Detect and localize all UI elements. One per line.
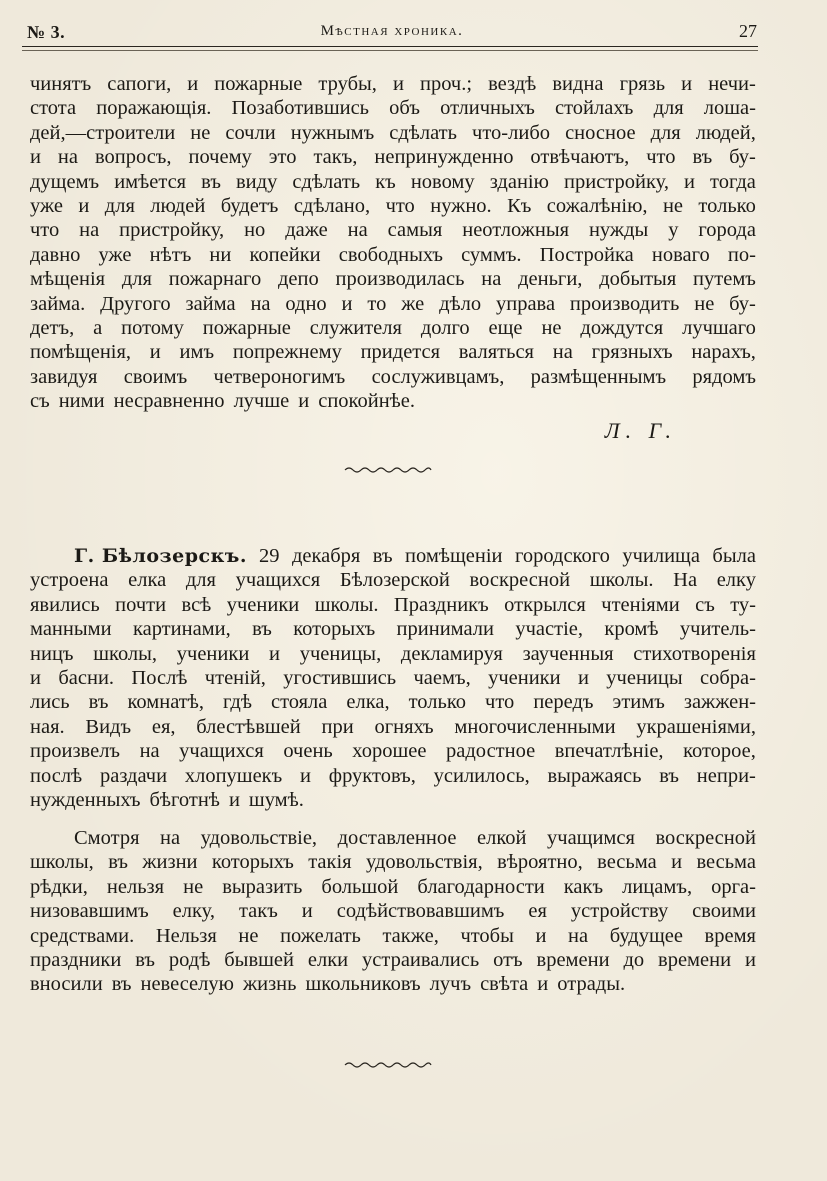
text-line: и басни. Послѣ чтеній, угостившись чаемъ, ученики и ученицы собра- <box>30 667 756 690</box>
text-line: школы, въ жизни которыхъ такія удовольствія, вѣроятно, весьма и весьма <box>30 851 756 874</box>
text-line: и на вопросъ, почему это такъ, непринужденно отвѣчаютъ, что въ бу- <box>30 146 756 169</box>
text-line: уже и для людей будетъ сдѣлано, что нужно. Къ сожалѣнію, не только <box>30 195 756 218</box>
article-body-lines <box>30 568 756 812</box>
text-line: праздники въ родѣ бывшей елки устраивались отъ времени до времени и <box>30 949 756 972</box>
text-line: лись въ комнатѣ, гдѣ стояла елка, только что передъ этимъ зажжен- <box>30 691 756 714</box>
author-signature: Л. Г. <box>604 418 677 443</box>
text-line: займа. Другого займа на одно и то же дѣло управа производить не бу- <box>30 292 756 315</box>
text-line: завидуя своимъ четвероногимъ сослуживцамъ, размѣщеннымъ рядомъ <box>30 365 756 388</box>
header-rule-thin <box>22 50 758 51</box>
text-line: дей,—строители не сочли нужнымъ сдѣлать что-либо сносное для людей, <box>30 121 756 144</box>
article-continuation <box>30 72 756 414</box>
text-line: явились почти всѣ ученики школы. Праздникъ открылся чтеніями съ ту- <box>30 593 756 616</box>
text-line: стота поражающія. Позаботившись объ отличныхъ стойлахъ для лоша- <box>30 97 756 120</box>
text-line: нужденныхъ бѣготнѣ и шумѣ. <box>30 789 304 812</box>
end-divider-ornament <box>343 1060 433 1070</box>
text-line: давно уже нѣтъ ни копейки свободныхъ суммъ. Постройка новаго по- <box>30 243 756 266</box>
text-line: дущемъ имѣется въ виду сдѣлать къ новому зданію пристройку, и тогда <box>30 170 756 193</box>
text-line: вносили въ невеселую жизнь школьниковъ лучъ свѣта и отрады. <box>30 973 626 996</box>
text-line: низовавшимъ елку, такъ и содѣйствовавшимъ ея устройству своими <box>30 900 756 923</box>
text-line: чинятъ сапоги, и пожарные трубы, и проч.; вездѣ видна грязь и нечи- <box>30 73 756 95</box>
running-header <box>27 18 757 48</box>
section-title: Мѣстная хроника. <box>320 23 464 39</box>
text-line: произвелъ на учащихся очень хорошее радостное впечатлѣніе, которое, <box>30 740 756 763</box>
text-line: мѣщенія для пожарнаго депо производилась на деньги, добытыя путемъ <box>30 268 756 291</box>
text-line: послѣ раздачи хлопушекъ и фруктовъ, усилилось, выражаясь въ непри- <box>30 764 756 787</box>
text-line: Смотря на удовольствіе, доставленное елкой учащимся воскресной <box>74 827 756 849</box>
text-line: ницъ школы, ученики и ученицы, декламируя заученныя стихотворенія <box>30 642 756 665</box>
text-line: что на пристройку, но даже на самыя неотложныя нужды у города <box>30 219 756 242</box>
header-rule <box>22 46 758 47</box>
text-line: детъ, а потому пожарные служителя долго еще не дождутся лучшаго <box>30 317 756 340</box>
issue-number: № 3. <box>27 22 66 42</box>
article-belozersk <box>30 544 756 812</box>
text-line: устроена елка для учащихся Бѣлозерской воскресной школы. На елку <box>30 569 756 592</box>
first-line-text: 29 декабря въ помѣщеніи городского училища была <box>259 545 756 567</box>
article-first-line <box>30 544 756 568</box>
article-paragraph-2 <box>30 826 756 997</box>
text-line: средствами. Нельзя не пожелать также, чтобы и на будущее время <box>30 924 756 947</box>
text-line: ная. Видъ ея, блестѣвшей при огняхъ многочисленными украшеніями, <box>30 715 756 738</box>
text-line: рѣдки, нельзя не выразить большой благодарности какъ лицамъ, орга- <box>30 875 756 898</box>
place-name: Г. Бѣлозерскъ. <box>74 545 247 567</box>
text-line: помѣщенія, и имъ попрежнему придется валяться на грязныхъ нарахъ, <box>30 341 756 364</box>
page-number: 27 <box>739 21 757 41</box>
text-line: манными картинами, въ которыхъ принимали участіе, кромѣ учитель- <box>30 618 756 641</box>
text-line: съ ними несравненно лучше и спокойнѣе. <box>30 390 416 413</box>
section-divider-ornament <box>343 465 433 475</box>
